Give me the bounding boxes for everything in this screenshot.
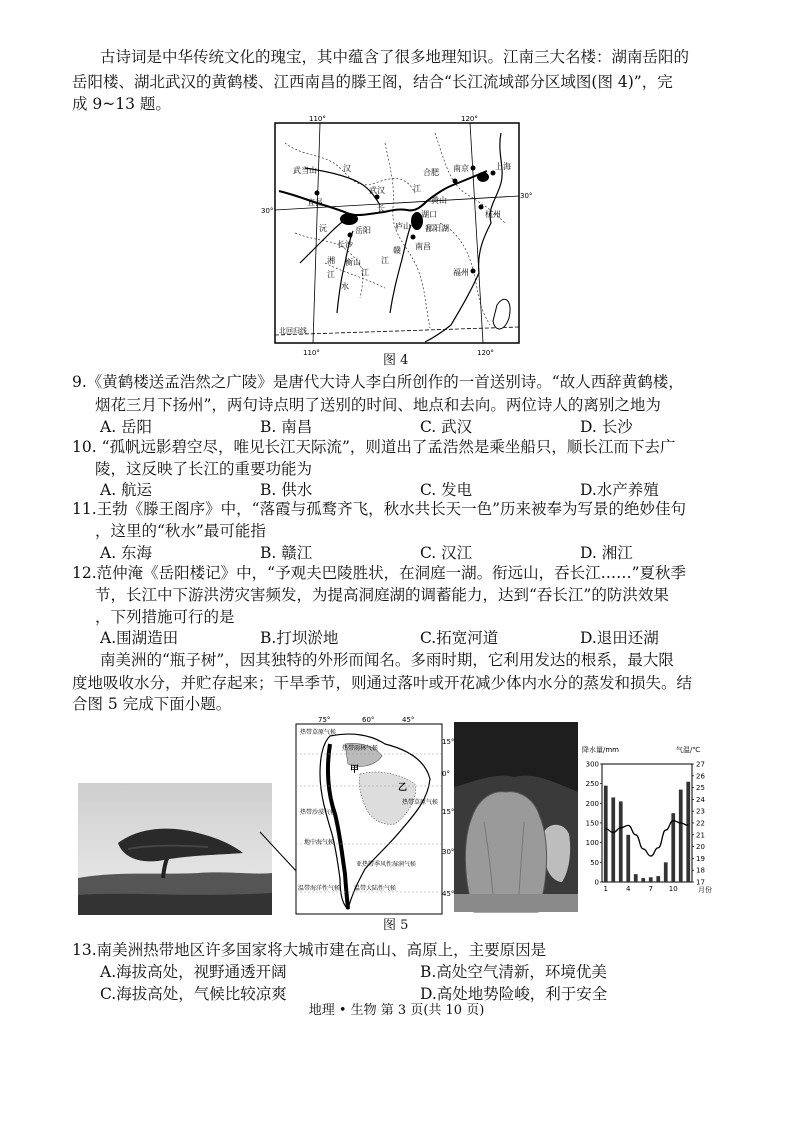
lon-label: 120° — [477, 349, 494, 357]
place-label: 南京 — [453, 164, 469, 173]
y-right-tick-label: 18 — [696, 866, 705, 875]
place-label: 黄山 — [431, 196, 447, 205]
city-marker — [411, 235, 416, 240]
q13-option-a: A.海拔高处，视野通透开阔 — [100, 963, 287, 981]
place-label: 福州 — [453, 268, 469, 277]
place-label: 江 — [381, 256, 389, 265]
south-america-climate-map — [290, 714, 455, 918]
x-tick-label: 7 — [648, 885, 653, 893]
y-left-tick-label: 300 — [585, 760, 599, 769]
intro-line-3: 成 9~13 题。 — [72, 95, 171, 113]
chart-ylabel-left: 降水量/mm — [582, 746, 619, 754]
intro2-line-3: 合图 5 完成下面小题。 — [72, 695, 232, 713]
x-tick-label: 10 — [668, 885, 678, 893]
place-label: 鄱阳湖 — [425, 224, 449, 233]
windswept-tree-photo — [78, 783, 272, 915]
city-marker — [453, 179, 458, 184]
map-lat-label: 0° — [442, 770, 450, 778]
y-right-tick-label: 19 — [696, 854, 705, 863]
q9-stem-line-1: 9.《黄鹤楼送孟浩然之广陵》是唐代大诗人李白所创作的一首送别诗。“故人西辞黄鹤楼， — [72, 373, 684, 391]
x-axis-ticks — [604, 885, 678, 893]
region-yi: 乙 — [398, 783, 408, 793]
intro-line-2: 岳阳楼、湖北武汉的黄鹤楼、江西南昌的滕王阁，结合“长江流域部分区域图(图 4)”，完 — [72, 73, 673, 91]
q11-stem-line-1: 11.王勃《滕王阁序》中，“落霞与孤鹜齐飞，秋水共长天一色”历来被奉为写景的绝妙佳句 — [72, 500, 687, 518]
precipitation-bar — [679, 790, 683, 882]
q10-option-c: C. 发电 — [420, 481, 473, 499]
q9-option-a: A. 岳阳 — [100, 418, 153, 436]
y-left-tick-label: 0 — [594, 878, 599, 887]
q12-option-b: B.打坝淤地 — [260, 629, 339, 647]
climate-chart — [580, 742, 718, 910]
tropic-label: 北回归线 — [279, 327, 307, 335]
map-lat-label: 15° — [442, 738, 455, 746]
climate-label: 地中海气候 — [304, 839, 335, 846]
map-lon-label: 45° — [402, 716, 415, 724]
place-label: 长 — [377, 204, 385, 213]
y-right-tick-label: 23 — [696, 807, 705, 816]
chart-xlabel: 月份 — [698, 886, 712, 894]
map-lat-label: 30° — [442, 848, 455, 856]
y-left-tick-label: 150 — [585, 819, 599, 828]
q12-stem-line-3: ，下列措施可行的是 — [95, 608, 235, 626]
intro2-line-1: 南美洲的“瓶子树”，因其独特的外形而闻名。多雨时期，它利用发达的根系，最大限 — [100, 651, 674, 669]
q11-option-a: A. 东海 — [100, 544, 153, 562]
place-label: 湘 — [327, 256, 335, 265]
precipitation-bar — [604, 786, 608, 882]
city-marker — [375, 195, 380, 200]
city-marker — [471, 269, 476, 274]
bottle-tree-trunk — [465, 792, 546, 912]
y-left-tick-label: 50 — [590, 858, 599, 867]
q11-option-b: B. 赣江 — [260, 544, 313, 562]
q12-stem-line-2: 节，长江中下游洪涝灾害频发，为提高洞庭湖的调蓄能力，达到“吞长江”的防洪效果 — [95, 586, 669, 604]
y-axis-right-ticks — [692, 761, 705, 887]
q13-option-d: D.高处地势险峻，利于安全 — [420, 985, 608, 1003]
lat-label: 30° — [261, 207, 274, 215]
climate-label: 温带海洋性气候 — [298, 885, 341, 892]
climate-label: 热带草原气候 — [300, 729, 337, 736]
climate-label: 温带大陆性气候 — [354, 885, 397, 892]
q12-stem-line-1: 12.范仲淹《岳阳楼记》中，“予观夫巴陵胜状，在洞庭一湖。衔远山，吞长江……”夏秋季 — [72, 564, 687, 582]
place-label: 南昌 — [415, 242, 431, 251]
map-lat-label: 15° — [442, 808, 455, 816]
lat-label: 30° — [520, 192, 533, 200]
precipitation-bar — [671, 813, 675, 882]
place-label: 衡山 — [345, 258, 361, 267]
q9-option-c: C. 武汉 — [420, 418, 473, 436]
place-label: 上海 — [495, 162, 511, 171]
temperature-line — [606, 821, 689, 856]
y-left-tick-label: 250 — [585, 780, 599, 789]
place-label: 沅 — [319, 224, 327, 233]
precipitation-bar — [656, 876, 660, 882]
city-marker — [479, 205, 484, 210]
q9-stem-line-2: 烟花三月下扬州”，两句诗点明了送别的时间、地点和去向。两位诗人的离别之地为 — [95, 396, 661, 414]
climate-label: 热带草原气候 — [402, 799, 439, 806]
q11-option-c: C. 汉江 — [420, 544, 473, 562]
precipitation-bar — [626, 835, 630, 882]
place-label: 湖口 — [421, 210, 437, 219]
lon-label: 110° — [309, 115, 326, 123]
precipitation-bar — [634, 874, 638, 882]
q10-stem-line-1: 10. “孤帆远影碧空尽，唯见长江天际流”，则道出了孟浩然是乘坐船只，顺长江而下去广 — [72, 438, 676, 456]
photo-ground — [454, 894, 578, 912]
x-tick-label: 4 — [626, 885, 631, 893]
place-label: 合肥 — [423, 168, 439, 177]
q10-option-b: B. 供水 — [260, 481, 313, 499]
y-right-tick-label: 17 — [696, 878, 705, 887]
q10-stem-line-2: 陵，这反映了长江的重要功能为 — [95, 460, 313, 478]
place-label: 庐山 — [395, 222, 411, 231]
q11-option-d: D. 湘江 — [580, 544, 633, 562]
place-label: 长沙 — [337, 240, 353, 249]
q10-option-a: A. 航运 — [100, 481, 153, 499]
precipitation-bar — [611, 797, 615, 882]
figure-4-map — [261, 113, 533, 365]
q12-option-a: A.围湖造田 — [100, 629, 179, 647]
temperature-curve — [606, 821, 689, 856]
figure-5-caption: 图 5 — [383, 918, 409, 933]
photo-foreground — [78, 893, 272, 915]
place-label: 赣 — [393, 246, 401, 255]
q9-option-d: D. 长沙 — [580, 418, 633, 436]
chart-ylabel-right: 气温/℃ — [676, 746, 701, 754]
y-right-tick-label: 21 — [696, 831, 705, 840]
precipitation-bar — [664, 862, 668, 882]
precipitation-bars — [604, 782, 690, 882]
y-right-tick-label: 26 — [696, 772, 705, 781]
q9-option-b: B. 南昌 — [260, 418, 313, 436]
precipitation-bar — [619, 801, 623, 882]
city-marker — [491, 171, 496, 176]
tai-lake — [477, 172, 489, 182]
q10-option-d: D.水产养殖 — [580, 481, 659, 499]
place-label: 宜昌 — [307, 198, 323, 207]
region-jia: 甲 — [350, 765, 360, 775]
place-label: 杭州 — [485, 210, 501, 219]
city-marker — [315, 191, 320, 196]
precipitation-bar — [686, 782, 690, 882]
climate-label: 热带沙漠气候 — [300, 809, 337, 816]
figure-4-caption: 图 4 — [383, 353, 409, 368]
intro-line-1: 古诗词是中华传统文化的瑰宝，其中蕴含了很多地理知识。江南三大名楼：湖南岳阳的 — [100, 48, 690, 66]
city-marker — [348, 233, 353, 238]
place-label: 岳阳 — [355, 226, 371, 235]
y-right-tick-label: 22 — [696, 819, 705, 828]
y-right-tick-label: 25 — [696, 784, 705, 793]
precipitation-bar — [649, 877, 653, 882]
place-label: 水 — [341, 282, 349, 291]
place-label: 江 — [361, 268, 369, 277]
q13-option-c: C.海拔高处，气候比较凉爽 — [100, 985, 287, 1003]
place-label: 江 — [413, 184, 421, 193]
lon-label: 120° — [461, 115, 478, 123]
map-lat-label: 45° — [442, 890, 455, 898]
climate-label: 热带雨林气候 — [342, 745, 379, 752]
precipitation-bar — [641, 878, 645, 882]
q13-stem: 13.南美洲热带地区许多国家将大城市建在高山、高原上，主要原因是 — [72, 941, 547, 959]
climate-label: 亚热带季风性湿润气候 — [356, 861, 417, 868]
y-right-tick-label: 20 — [696, 843, 705, 852]
y-left-tick-label: 100 — [585, 839, 599, 848]
map-lon-label: 75° — [318, 716, 331, 724]
place-label: 汉 — [343, 164, 351, 173]
y-right-tick-label: 24 — [696, 795, 705, 804]
y-right-tick-label: 27 — [696, 760, 705, 769]
q12-option-c: C.拓宽河道 — [420, 629, 499, 647]
city-marker — [471, 166, 476, 171]
y-axis-left-ticks — [586, 761, 602, 887]
lon-label: 110° — [303, 349, 320, 357]
bottle-tree-photo — [454, 722, 578, 912]
y-left-tick-label: 200 — [585, 799, 599, 808]
place-label: 武汉 — [369, 186, 385, 195]
dongting-lake — [340, 213, 358, 225]
intro2-line-2: 度地吸收水分，并贮存起来；干旱季节，则通过落叶或开花减少体内水分的蒸发和损失。结 — [72, 674, 693, 692]
map-lon-label: 60° — [362, 716, 375, 724]
q12-option-d: D.退田还湖 — [580, 629, 659, 647]
place-label: 武当山 — [293, 166, 317, 175]
q11-stem-line-2: ，这里的“秋水”最可能指 — [95, 522, 266, 540]
x-tick-label: 1 — [603, 885, 608, 893]
page-footer: 地理 • 生物 第 3 页(共 10 页) — [308, 1003, 485, 1018]
place-label: 江 — [327, 270, 335, 279]
q13-option-b: B.高处空气清新，环境优美 — [420, 963, 607, 981]
